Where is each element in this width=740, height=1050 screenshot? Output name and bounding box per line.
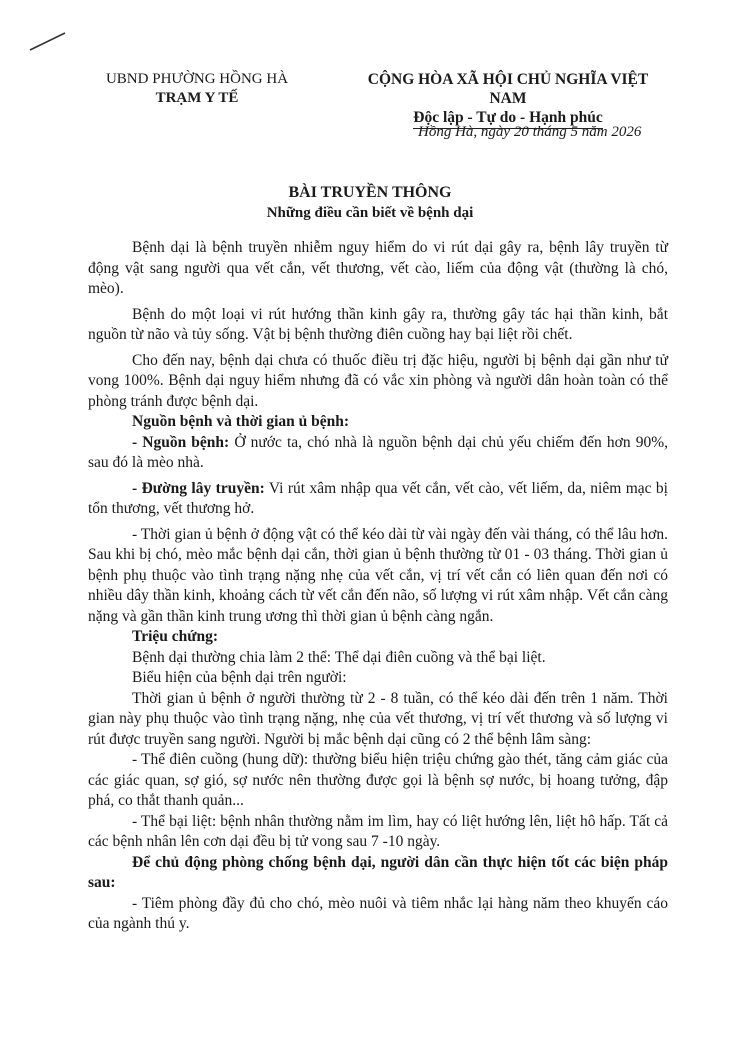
heading-symptoms-text: Triệu chứng: [132,628,219,645]
paragraph-forms: Bệnh dại thường chia làm 2 thể: Thể dại điên cuồng và thể bại liệt. [132,648,546,666]
issue-date: Hồng Hà, ngày 20 tháng 5 năm 2026 [418,124,642,140]
paragraph-intro: Bệnh dại là bệnh truyền nhiễm nguy hiểm do vi rút dại gây ra, bệnh lây truyền từ động vật sang người qua vết cắn, vết thương, vết cào, liếm của động vật (thường là chó, mèo). [88,239,668,297]
heading-source-text: Nguồn bệnh và thời gian ủ bệnh: [132,413,350,430]
source-text: Ở nước ta, chó nhà là nguồn bệnh dại chủ yếu chiếm đến hơn 90%, sau đó là mèo nhà. [88,433,668,471]
paragraph-incubation: - Thời gian ủ bệnh ở động vật có thể kéo dài từ vài ngày đến vài tháng, có thể lâu hơn. Sau khi bị chó, mèo mắc bệnh dại cắn, thời gian ủ bệnh thường từ 01 - 03 tháng. Thời gian ủ bệnh phụ thuộc vào tình trạng nặng nhẹ của vết cắn, vị trí vết cắn có liên quan đến nơi có nhiều dây thần kinh, khoảng cách từ vết cắn đến não, số lượng vi rút xâm nhập. Vết cắn càng nặng và gần thần kinh trung ương thì thời gian ủ bệnh càng ngắn. [88,525,668,625]
national-motto-block [352,70,664,129]
heading-prevention [88,853,668,894]
paragraph-human: Biểu hiện của bệnh dại trên người: [132,669,347,686]
title-sub: Những điều cần biết về bệnh dại [266,205,474,221]
paragraph-mortality: Cho đến nay, bệnh dại chưa có thuốc điều trị đặc hiệu, người bị bệnh dại gần như tử vong 100%. Bệnh dại nguy hiểm nhưng đã có vắc xin phòng và người dân hoàn toàn có thể phòng tránh được bệnh dại. [88,351,668,410]
agency-unit: TRẠM Y TẾ [155,90,239,106]
paragraph-source [88,433,668,474]
document-body [88,238,668,935]
heading-symptoms [88,627,668,648]
paragraph-paralytic: - Thể bại liệt: bệnh nhân thường nằm im lìm, hay có liệt hướng lên, liệt hô hấp. Tất cả các bệnh nhân lên cơn dại đều bị tử vong sau 7 -10 ngày. [88,812,668,850]
nation-name: CỘNG HÒA XÃ HỘI CHỦ NGHĨA VIỆT NAM [367,71,649,107]
heading-source-incubation [88,412,668,433]
issuing-agency [92,70,302,108]
paragraph-cause: Bệnh do một loại vi rút hướng thần kinh gây ra, thường gây tác hại thần kinh, bắt nguồn từ não và tủy sống. Vật bị bệnh thường điên cuồng hay bại liệt rồi chết. [88,305,668,343]
paragraph-vaccinate: - Tiêm phòng đầy đủ cho chó, mèo nuôi và tiêm nhắc lại hàng năm theo khuyến cáo của ngành thú y. [88,894,668,932]
document-title [0,183,740,223]
pen-stroke-mark [28,30,68,52]
title-main: BÀI TRUYỀN THÔNG [288,184,452,201]
paragraph-human-incubation: Thời gian ủ bệnh ở người thường từ 2 - 8 tuần, có thể kéo dài đến trên 1 năm. Thời gian này phụ thuộc vào tình trạng nặng, nhẹ của vết thương, vị trí vết thương và số lượng vi rút được truyền sang người. Người bị mắc bệnh dại cũng có 2 thể bệnh lâm sàng: [88,689,668,748]
route-label: - Đường lây truyền: [132,479,265,497]
heading-prevention-text: Để chủ động phòng chống bệnh dại, người dân cần thực hiện tốt các biện pháp sau: [88,853,668,891]
agency-parent: UBND PHƯỜNG HỒNG HÀ [105,71,289,87]
motto: Độc lập - Tự do - Hạnh phúc [413,108,602,129]
paragraph-furious: - Thể điên cuồng (hung dữ): thường biểu hiện triệu chứng gào thét, tăng cảm giác của các giác quan, sợ gió, sợ nước nên thường được gọi là bệnh sợ nước, bị hoang tưởng, đập phá, co thắt thanh quản... [88,751,668,809]
source-label: - Nguồn bệnh: [132,433,230,451]
paragraph-route [88,479,668,520]
route-text: Vi rút xâm nhập qua vết cắn, vết cào, vết liếm, da, niêm mạc bị tổn thương, vết thương hở. [88,479,668,517]
